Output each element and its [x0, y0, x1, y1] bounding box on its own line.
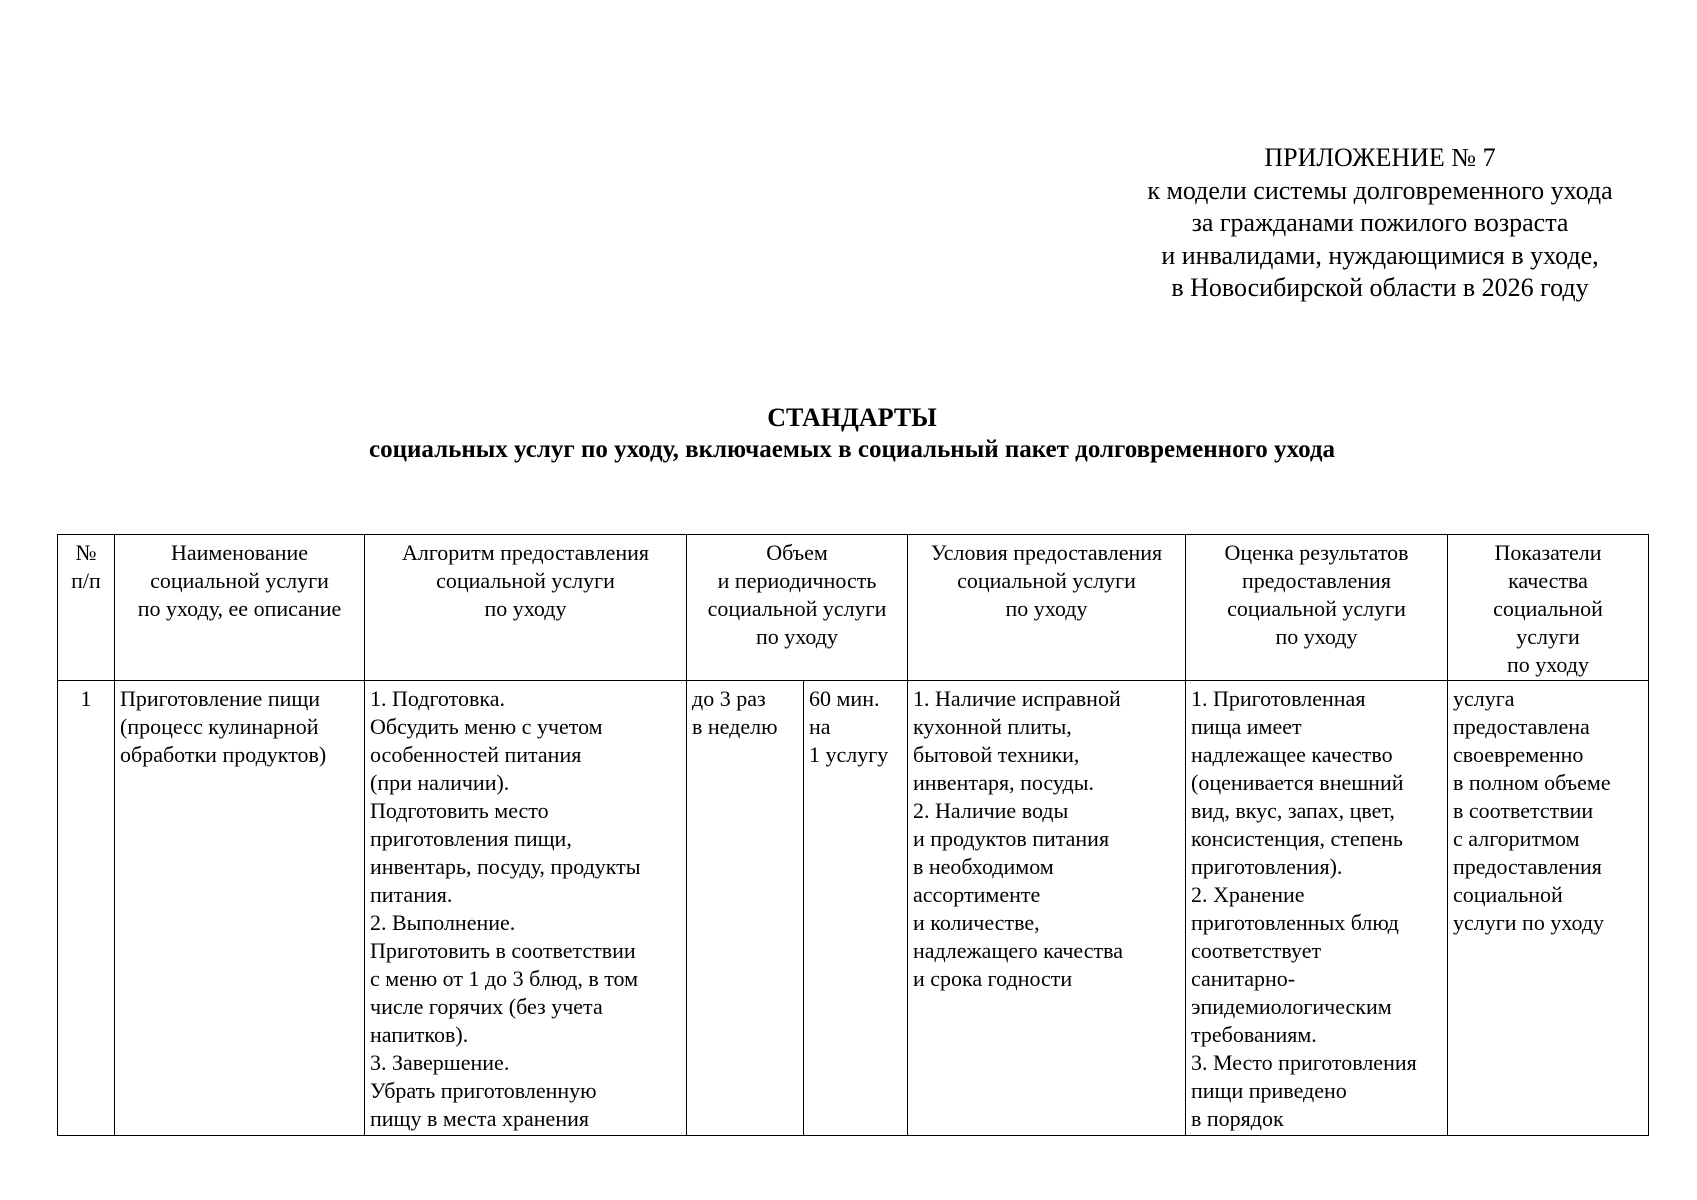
title-main: СТАНДАРТЫ — [767, 403, 937, 432]
header-quality: Показатели качества социальной услуги по уходу — [1448, 535, 1649, 681]
cell-evaluation: 1. Приготовленная пища имеет надлежащее качество (оценивается внешний вид, вкус, запах, цвет, консистенция, степень приготовления). 2. Хранение приготовленных блюд соответствует санитарно- эпидемиологическим требованиям. 3. Место приготовления пищи приведено в порядок — [1186, 681, 1448, 1136]
cell-duration: 60 мин. на 1 услугу — [804, 681, 908, 1136]
appendix-number: ПРИЛОЖЕНИЕ № 7 — [1264, 143, 1496, 172]
appendix-block — [1110, 142, 1650, 305]
cell-algorithm: 1. Подготовка. Обсудить меню с учетом особенностей питания (при наличии). Подготовить место приготовления пищи, инвентарь, посуду, продукты питания. 2. Выполнение. Приготовить в соответствии с меню от 1 до 3 блюд, в том числе горячих (без учета напитков). 3. Завершение. Убрать приготовленную пищу в места хранения — [365, 681, 687, 1136]
cell-conditions: 1. Наличие исправной кухонной плиты, бытовой техники, инвентаря, посуды. 2. Наличие воды и продуктов питания в необходимом ассортименте и количестве, надлежащего качества и срока годности — [908, 681, 1186, 1136]
cell-quality: услуга предоставлена своевременно в полном объеме в соответствии с алгоритмом предоставления социальной услуги по уходу — [1448, 681, 1649, 1136]
header-number: № п/п — [58, 535, 115, 681]
table-header-row — [58, 535, 1649, 681]
cell-periodicity: до 3 раз в неделю — [687, 681, 804, 1136]
cell-service-name: Приготовление пищи (процесс кулинарной обработки продуктов) — [115, 681, 365, 1136]
appendix-line: за гражданами пожилого возраста — [1191, 208, 1569, 237]
cell-number: 1 — [58, 681, 115, 1136]
appendix-line: к модели системы долговременного ухода — [1147, 175, 1613, 205]
header-algorithm: Алгоритм предоставления социальной услуги по уходу — [365, 535, 687, 681]
appendix-line: и инвалидами, нуждающимися в уходе, — [1161, 240, 1599, 270]
appendix-line: в Новосибирской области в 2026 году — [1171, 273, 1589, 302]
header-evaluation: Оценка результатов предоставления социальной услуги по уходу — [1186, 535, 1448, 681]
table-row — [58, 681, 1649, 1136]
standards-table — [57, 534, 1649, 1136]
header-conditions: Условия предоставления социальной услуги по уходу — [908, 535, 1186, 681]
header-volume-periodicity: Объем и периодичность социальной услуги по уходу — [687, 535, 908, 681]
header-service-name: Наименование социальной услуги по уходу, ее описание — [115, 535, 365, 681]
document-title — [57, 402, 1647, 466]
title-subtitle: социальных услуг по уходу, включаемых в социальный пакет долговременного ухода — [368, 436, 1336, 463]
